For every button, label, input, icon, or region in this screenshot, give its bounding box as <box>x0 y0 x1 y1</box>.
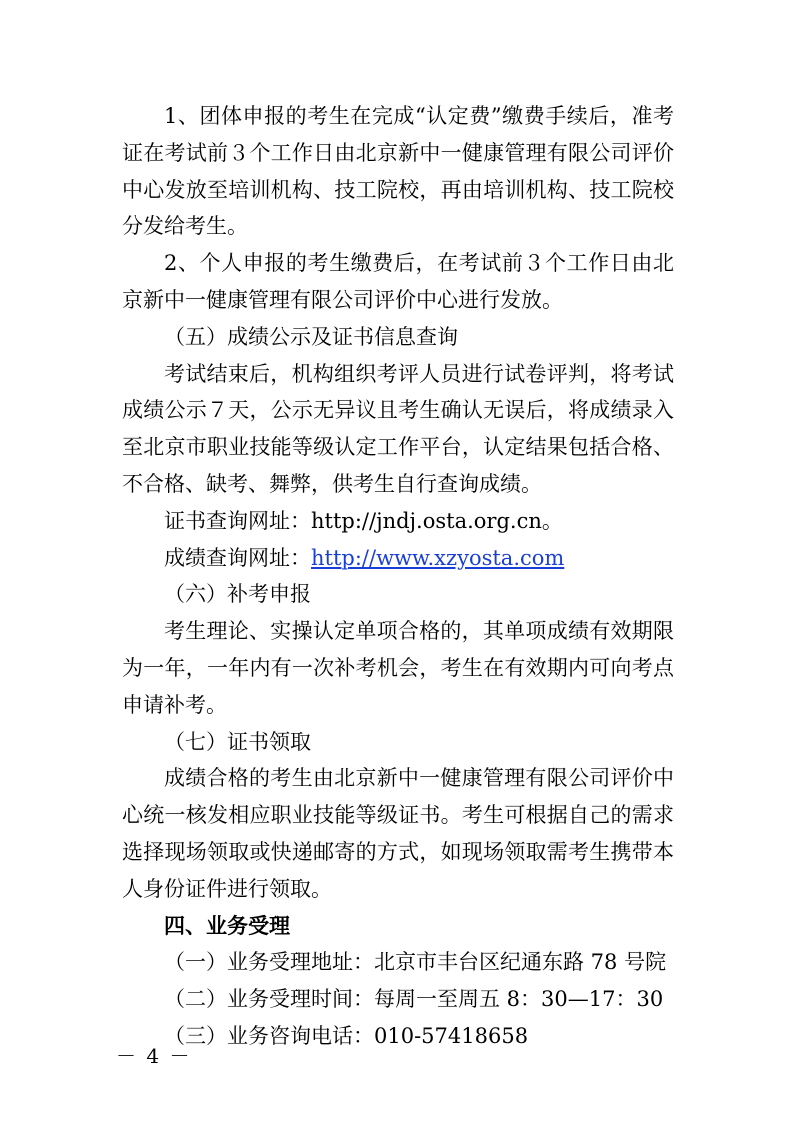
cert-query-line <box>122 503 674 540</box>
paragraph-individual-application: 2、个人申报的考生缴费后，在考试前３个工作日由北京新中一健康管理有限公司评价中心进行发放。 <box>122 251 674 312</box>
cert-query-url: http://jndj.osta.org.cn。 <box>311 508 563 533</box>
page-number: － 4 － <box>116 1044 192 1068</box>
paragraph-group-application: 1、团体申报的考生在完成“认定费”缴费手续后，准考证在考试前３个工作日由北京新中一健康管理有限公司评价中心发放至培训机构、技工院校，再由培训机构、技工院校分发给考生。 <box>122 104 674 239</box>
business-address: （一）业务受理地址：北京市丰台区纪通东路 78 号院 <box>164 950 667 975</box>
score-query-link[interactable]: http://www.xzyosta.com <box>311 545 565 570</box>
subheading-makeup-exam: （六）补考申报 <box>164 582 311 607</box>
cert-query-label: 证书查询网址： <box>164 508 311 533</box>
section-business-handling-title: 四、业务受理 <box>164 913 290 938</box>
paragraph-score-publication: 考试结束后，机构组织考评人员进行试卷评判，将考试成绩公示７天，公示无异议且考生确认无误后，将成绩录入至北京市职业技能等级认定工作平台，认定结果包括合格、不合格、缺考、舞弊，供考生自行查询成绩。 <box>122 361 674 496</box>
score-query-label: 成绩查询网址： <box>164 545 311 570</box>
document-body <box>122 98 674 1055</box>
paragraph-certificate-collection: 成绩合格的考生由北京新中一健康管理有限公司评价中心统一核发相应职业技能等级证书。考生可根据自己的需求选择现场领取或快递邮寄的方式，如现场领取需考生携带本人身份证件进行领取。 <box>122 766 674 901</box>
business-phone: （三）业务咨询电话：010-57418658 <box>164 1023 529 1048</box>
subheading-certificate-collection: （七）证书领取 <box>164 729 311 754</box>
subheading-score-publication: （五）成绩公示及证书信息查询 <box>164 324 458 349</box>
score-query-line <box>122 540 674 577</box>
paragraph-makeup-exam: 考生理论、实操认定单项合格的，其单项成绩有效期限为一年，一年内有一次补考机会，考生在有效期内可向考点申请补考。 <box>122 619 674 717</box>
business-hours: （二）业务受理时间：每周一至周五 8：30—17：30 <box>164 987 664 1012</box>
